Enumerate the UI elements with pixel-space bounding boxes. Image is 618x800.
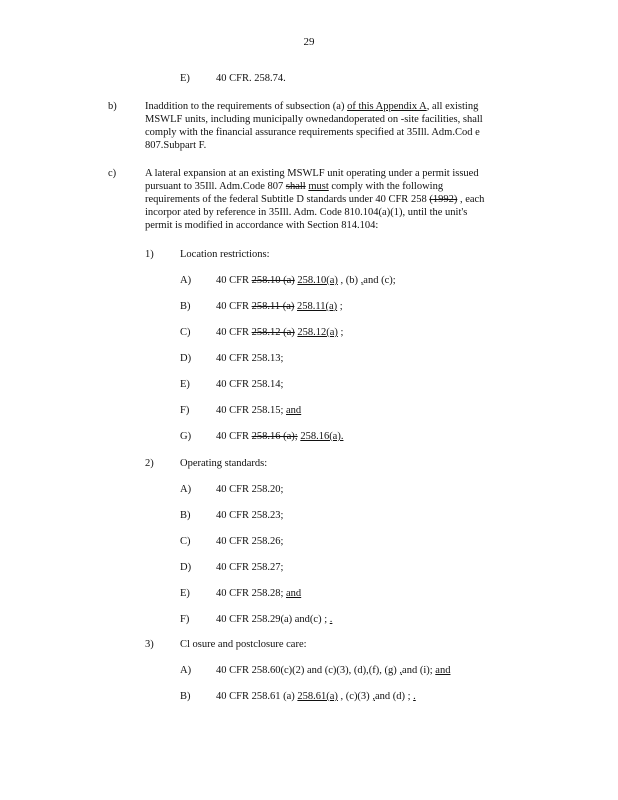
item-label: C) — [180, 327, 191, 338]
text-run: , (c)(3) — [337, 691, 373, 702]
inserted-text: 258.16(a). — [300, 431, 344, 442]
item-text — [216, 509, 283, 522]
item-label: D) — [180, 562, 192, 573]
inserted-text: , — [372, 691, 375, 702]
deleted-text: 258.12 (a) — [251, 327, 295, 338]
deleted-text: (1992) — [429, 194, 458, 205]
section-label: 1) — [145, 249, 154, 260]
inserted-text: . — [413, 691, 416, 702]
text-run: 40 CFR — [216, 327, 252, 338]
text-run: 40 CFR 258.20; — [216, 484, 284, 495]
inserted-text: of this Appendix A — [347, 101, 427, 112]
item-label: E) — [180, 588, 190, 599]
item-text — [216, 587, 301, 600]
item-text — [216, 535, 283, 548]
item-text: 40 CFR. 258.74. — [216, 73, 286, 84]
item-text — [216, 613, 332, 626]
item-text — [216, 274, 396, 287]
inserted-text: and — [435, 665, 451, 676]
text-run: 40 CFR 258.27; — [216, 562, 284, 573]
text-run: 40 CFR — [216, 301, 252, 312]
item-text — [216, 404, 301, 417]
item-text — [216, 378, 283, 391]
item-text — [216, 326, 343, 339]
paragraph-line — [145, 139, 530, 152]
paragraph-line — [145, 167, 530, 180]
section-title: Operating standards: — [180, 458, 268, 469]
item-label: A) — [180, 275, 192, 286]
text-run: 807.Subpart F. — [145, 140, 207, 151]
text-run: 40 CFR 258.15; — [216, 405, 287, 416]
text-run: 40 CFR 258.13; — [216, 353, 284, 364]
item-label: B) — [180, 510, 191, 521]
text-run: comply with the following — [328, 181, 444, 192]
paragraph-line — [145, 126, 530, 139]
item-label: B) — [180, 301, 191, 312]
paragraph-line — [145, 100, 530, 113]
item-label: E) — [180, 73, 190, 84]
deleted-text: 258.16 (a); — [251, 431, 298, 442]
section-label: 2) — [145, 458, 154, 469]
paragraph-line — [145, 219, 530, 232]
item-label: D) — [180, 353, 192, 364]
inserted-text: and — [286, 405, 302, 416]
item-label: A) — [180, 484, 192, 495]
item-text — [216, 483, 283, 496]
item-label: C) — [180, 536, 191, 547]
paragraph-line — [145, 193, 530, 206]
item-label: F) — [180, 614, 190, 625]
item-text — [216, 561, 283, 574]
deleted-text: 258.10 (a) — [251, 275, 295, 286]
text-run: , all existing — [426, 101, 479, 112]
item-label: E) — [180, 379, 190, 390]
text-run: 40 CFR — [216, 431, 252, 442]
text-run: and (i); — [402, 665, 436, 676]
item-text — [216, 300, 343, 313]
text-run: and (c); — [363, 275, 396, 286]
paragraph-label: b) — [108, 101, 117, 112]
section-label: 3) — [145, 639, 154, 650]
item-label: G) — [180, 431, 192, 442]
text-run: 40 CFR 258.60(c)(2) and (c)(3), (d),(f), (g) — [216, 665, 400, 676]
text-run: ; — [337, 327, 344, 338]
text-run: MSWLF units, including municipally ownedandoperated on -site facilities, shall — [145, 114, 483, 125]
inserted-text: must — [308, 181, 329, 192]
text-run: 40 CFR 258.61 (a) — [216, 691, 298, 702]
item-text — [216, 430, 343, 443]
item-label: B) — [180, 691, 191, 702]
inserted-text: 258.11(a) — [297, 301, 338, 312]
paragraph-line — [145, 180, 530, 193]
inserted-text: 258.10(a) — [297, 275, 338, 286]
text-run: A lateral expansion at an existing MSWLF unit operating under a permit issued — [145, 168, 479, 179]
section-title: Location restrictions: — [180, 249, 270, 260]
item-text — [216, 352, 283, 365]
inserted-text: 258.61(a) — [297, 691, 338, 702]
text-run: 40 CFR 258.29(a) and(c) ; — [216, 614, 330, 625]
paragraph-label: c) — [108, 168, 117, 179]
inserted-text: . — [329, 614, 333, 625]
text-run: and (d) ; — [374, 691, 414, 702]
deleted-text: shall — [285, 181, 306, 192]
text-run: 40 CFR 258.14; — [216, 379, 284, 390]
inserted-text: , — [399, 665, 403, 676]
text-run: ; — [337, 301, 343, 312]
text-run: 40 CFR — [216, 275, 252, 286]
text-run: comply with the financial assurance requirements specified at 35Ill. Adm.Cod e — [145, 127, 480, 138]
inserted-text: and — [286, 588, 302, 599]
text-run: requirements of the federal Subtitle D standards under 40 CFR 258 — [145, 194, 430, 205]
paragraph-line — [145, 113, 530, 126]
page-number: 29 — [303, 36, 315, 48]
inserted-text: , — [360, 275, 364, 286]
text-run: 40 CFR 258.28; — [216, 588, 287, 599]
item-text — [216, 664, 450, 677]
paragraph-line — [145, 206, 530, 219]
text-run: pursuant to 35Ill. Adm.Code 807 — [145, 181, 286, 192]
text-run: , each — [457, 194, 485, 205]
text-run: Inaddition to the requirements of subsection (a) — [145, 101, 348, 112]
section-title: Cl osure and postclosure care: — [180, 639, 307, 650]
item-label: F) — [180, 405, 190, 416]
item-text — [216, 690, 416, 703]
item-label: A) — [180, 665, 192, 676]
deleted-text: 258.11 (a) — [251, 301, 295, 312]
text-run: incorpor ated by reference in 35Ill. Adm. Code 810.104(a)(1), until the unit's — [145, 207, 468, 218]
text-run: permit is modified in accordance with Section 814.104: — [145, 220, 379, 231]
text-run: , (b) — [337, 275, 361, 286]
text-run: 40 CFR 258.23; — [216, 510, 284, 521]
text-run: 40 CFR 258.26; — [216, 536, 284, 547]
inserted-text: 258.12(a) — [297, 327, 338, 338]
